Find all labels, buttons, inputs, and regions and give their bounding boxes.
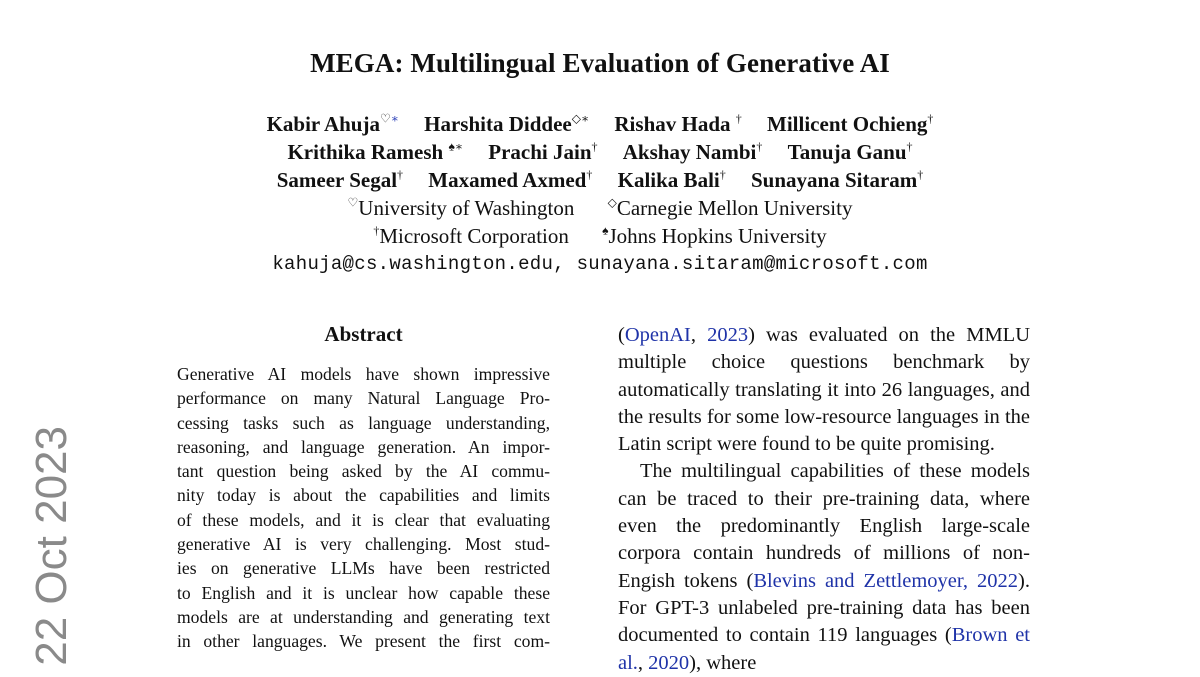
author-emails: kahuja@cs.washington.edu, sunayana.sitaram@microsoft.com [272,253,928,275]
abstract-line: models are at understanding and generating text [177,606,550,627]
affiliation: †Microsoft Corporation [373,223,569,248]
abstract-text [177,362,550,654]
abstract-line: of these models, and it is clear that evaluating [177,509,550,530]
affiliation: ♡University of Washington [347,195,575,220]
author: Harshita Diddee◇∗ [424,111,590,136]
citation-blevins[interactable]: Blevins and Zettlemoyer, 2022 [753,569,1019,592]
abstract-line: tant question being asked by the AI commu- [177,461,550,482]
abstract-line: to English and it is unclear how capable these [177,582,550,603]
author: Maxamed Axmed† [428,167,593,192]
affiliation-line-2 [0,222,1200,250]
citation-openai-year[interactable]: 2023 [707,324,749,346]
abstract-section [177,322,550,654]
affiliation: ♠Johns Hopkins University [602,223,827,248]
author: Sunayana Sitaram† [750,167,924,192]
author-line-1 [0,110,1200,138]
affiliation-block [0,194,1200,278]
intro-column [618,322,1030,677]
author: Rishav Hada † [614,111,742,136]
author: Kabir Ahuja♡∗ [266,111,399,136]
paper-title: MEGA: Multilingual Evaluation of Generative AI [310,48,890,78]
author: Akshay Nambi† [622,139,763,164]
author: Prachi Jain† [488,139,598,164]
abstract-line: cessing tasks such as language understanding, [177,412,550,433]
abstract-line: generative AI is very challenging. Most stud- [177,534,550,555]
intro-paragraph-2: The multilingual capabilities of these models can be traced to their pre-training data, where even the predominantly English large-scale corpora contain hundreds of millions of non-Engish tokens (Blevins and Zettlemoyer, 2022). For GPT-3 unlabeled pre-training data has been documented to contain 119 languages (Brown et al., 2020), where [618,460,1030,674]
affiliation: ◇Carnegie Mellon University [607,195,853,220]
arxiv-side-stamp [22,426,82,666]
abstract-line: performance on many Natural Language Pro- [177,388,550,409]
arxiv-date: 22 Oct 2023 [27,426,76,666]
abstract-line: reasoning, and language generation. An impor- [177,436,550,457]
affiliation-line-1 [0,194,1200,222]
abstract-line: ies on generative LLMs have been restricted [177,558,550,579]
author-block [0,110,1200,194]
author-line-2 [0,138,1200,166]
citation-brown-year[interactable]: 2020 [648,651,690,674]
abstract-line: nity today is about the capabilities and limits [177,485,550,506]
author: Millicent Ochieng† [767,111,934,136]
author-line-3 [0,166,1200,194]
abstract-heading: Abstract [324,322,403,346]
citation-brown[interactable]: Brown et al. [618,624,1030,674]
abstract-line: Generative AI models have shown impressive [177,364,550,384]
intro-paragraph-1: (OpenAI, 2023) was evaluated on the MMLU multiple choice questions benchmark by automatically translating it into 26 languages, and the results for some low-resource languages in the Latin script were found to be quite promising. [618,324,1031,456]
author: Kalika Bali† [617,167,726,192]
author: Tanuja Ganu† [787,139,913,164]
author: Krithika Ramesh ♠∗ [287,139,464,164]
citation-openai[interactable]: OpenAI [624,324,691,346]
author: Sameer Segal† [276,167,404,192]
abstract-line: in other languages. We present the first com- [177,631,550,652]
